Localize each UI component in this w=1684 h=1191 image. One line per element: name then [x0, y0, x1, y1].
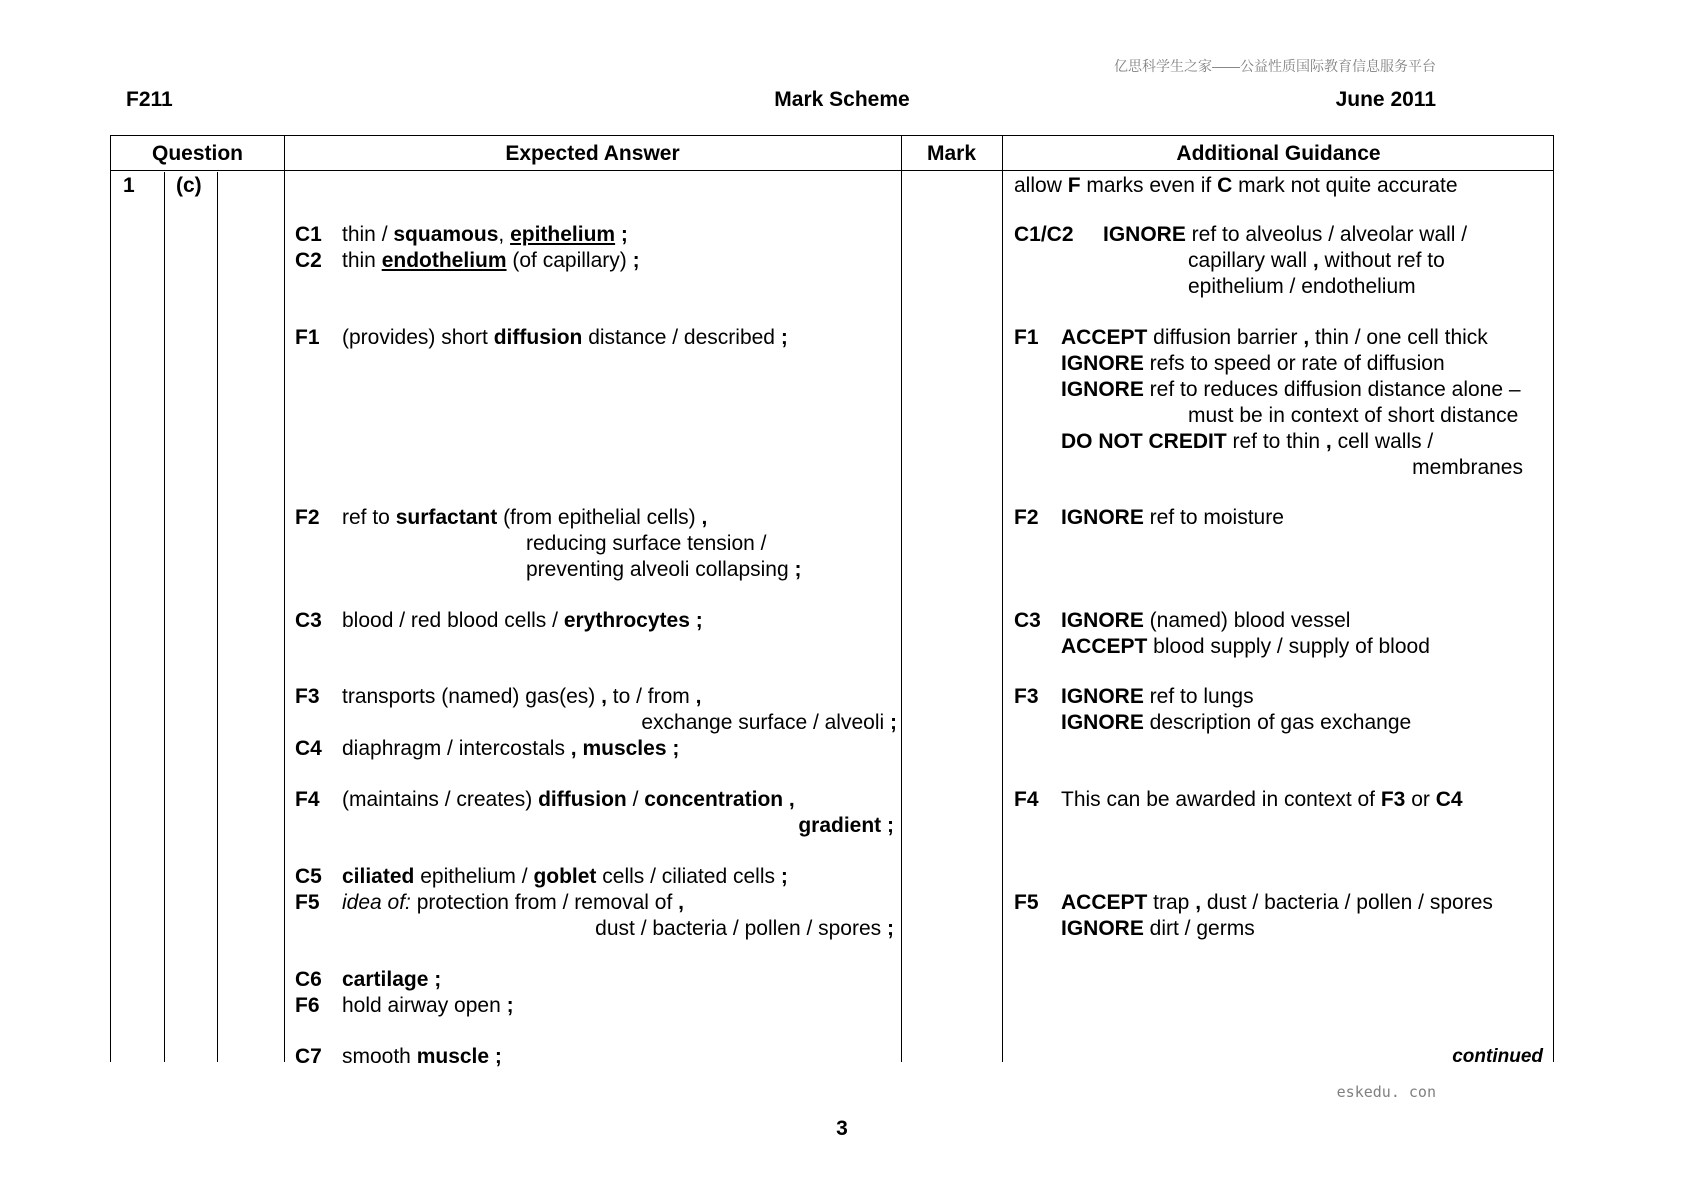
answer-text: transports (named) gas(es) , to / from , — [342, 685, 702, 708]
guidance-text: ACCEPT trap , dust / bacteria / pollen / spores — [1061, 891, 1493, 914]
answer-code: F4 — [295, 788, 320, 811]
guidance-text: IGNORE dirt / germs — [1061, 917, 1255, 940]
header-expected-answer: Expected Answer — [505, 142, 680, 165]
guidance-text: IGNORE ref to lungs — [1061, 685, 1254, 708]
answer-text: smooth muscle ; — [342, 1045, 502, 1068]
answer-code: C1 — [295, 223, 322, 246]
column-divider — [901, 136, 902, 1062]
guidance-text: IGNORE ref to reduces diffusion distance alone – — [1061, 378, 1521, 401]
guidance-code: F4 — [1014, 788, 1039, 811]
guidance-code: F5 — [1014, 891, 1039, 914]
answer-code: C7 — [295, 1045, 322, 1068]
answer-text: (provides) short diffusion distance / described ; — [342, 326, 788, 349]
column-divider — [1002, 136, 1003, 1062]
answer-code: F6 — [295, 994, 320, 1017]
column-divider — [217, 172, 218, 1062]
guidance-text: capillary wall , without ref to — [1188, 249, 1445, 272]
answer-text: preventing alveoli collapsing ; — [526, 558, 802, 581]
continued-label: continued — [1452, 1046, 1543, 1067]
answer-text: thin endothelium (of capillary) ; — [342, 249, 640, 272]
answer-text: cartilage ; — [342, 968, 442, 991]
answer-text: ref to surfactant (from epithelial cells) , — [342, 506, 708, 529]
answer-text: thin / squamous, epithelium ; — [342, 223, 628, 246]
answer-text: gradient ; — [798, 814, 894, 837]
watermark-bottom: eskedu. con — [1336, 1083, 1436, 1101]
answer-code: F1 — [295, 326, 320, 349]
watermark-top: 亿思科学生之家——公益性质国际教育信息服务平台 — [1114, 58, 1436, 74]
column-divider — [164, 172, 165, 1062]
guidance-text: IGNORE (named) blood vessel — [1061, 609, 1351, 632]
guidance-text: IGNORE description of gas exchange — [1061, 711, 1412, 734]
guidance-text: ACCEPT diffusion barrier , thin / one cell thick — [1061, 326, 1488, 349]
answer-code: F2 — [295, 506, 320, 529]
answer-code: C6 — [295, 968, 322, 991]
header-divider — [111, 170, 1553, 171]
answer-text: idea of: protection from / removal of , — [342, 891, 685, 914]
document-code: F211 — [126, 88, 173, 111]
answer-code: C3 — [295, 609, 322, 632]
guidance-code: F2 — [1014, 506, 1039, 529]
answer-text: (maintains / creates) diffusion / concentration , — [342, 788, 795, 811]
guidance-text: membranes — [1412, 456, 1523, 479]
guidance-text: IGNORE ref to alveolus / alveolar wall / — [1103, 223, 1468, 246]
guidance-text: epithelium / endothelium — [1188, 275, 1416, 298]
guidance-text: IGNORE ref to moisture — [1061, 506, 1284, 529]
answer-text: ciliated epithelium / goblet cells / ciliated cells ; — [342, 865, 788, 888]
answer-code: F5 — [295, 891, 320, 914]
guidance-text: IGNORE refs to speed or rate of diffusion — [1061, 352, 1445, 375]
question-number: 1 — [123, 174, 135, 197]
guidance-code: F3 — [1014, 685, 1039, 708]
question-part: (c) — [176, 174, 202, 197]
answer-text: exchange surface / alveoli ; — [641, 711, 897, 734]
guidance-text: This can be awarded in context of F3 or C4 — [1061, 788, 1463, 811]
mark-scheme-table — [110, 135, 1554, 1068]
header-mark: Mark — [926, 142, 977, 165]
header-additional-guidance: Additional Guidance — [1176, 142, 1381, 165]
guidance-code: C1/C2 — [1014, 223, 1074, 246]
answer-text: blood / red blood cells / erythrocytes ; — [342, 609, 703, 632]
page-number: 3 — [836, 1117, 848, 1140]
answer-text: diaphragm / intercostals , muscles ; — [342, 737, 680, 760]
header-question: Question — [151, 142, 243, 165]
column-divider — [284, 136, 285, 1062]
guidance-text: must be in context of short distance — [1188, 404, 1519, 427]
answer-code: F3 — [295, 685, 320, 708]
answer-text: dust / bacteria / pollen / spores ; — [595, 917, 894, 940]
guidance-text: ACCEPT blood supply / supply of blood — [1061, 635, 1430, 658]
answer-code: C2 — [295, 249, 322, 272]
guidance-code: F1 — [1014, 326, 1039, 349]
answer-code: C5 — [295, 865, 322, 888]
answer-code: C4 — [295, 737, 322, 760]
guidance-intro: allow F marks even if C mark not quite accurate — [1014, 174, 1458, 197]
guidance-code: C3 — [1014, 609, 1041, 632]
document-date: June 2011 — [1335, 88, 1436, 111]
answer-text: reducing surface tension / — [526, 532, 767, 555]
document-title: Mark Scheme — [774, 88, 910, 111]
answer-text: hold airway open ; — [342, 994, 514, 1017]
guidance-text: DO NOT CREDIT ref to thin , cell walls / — [1061, 430, 1434, 453]
